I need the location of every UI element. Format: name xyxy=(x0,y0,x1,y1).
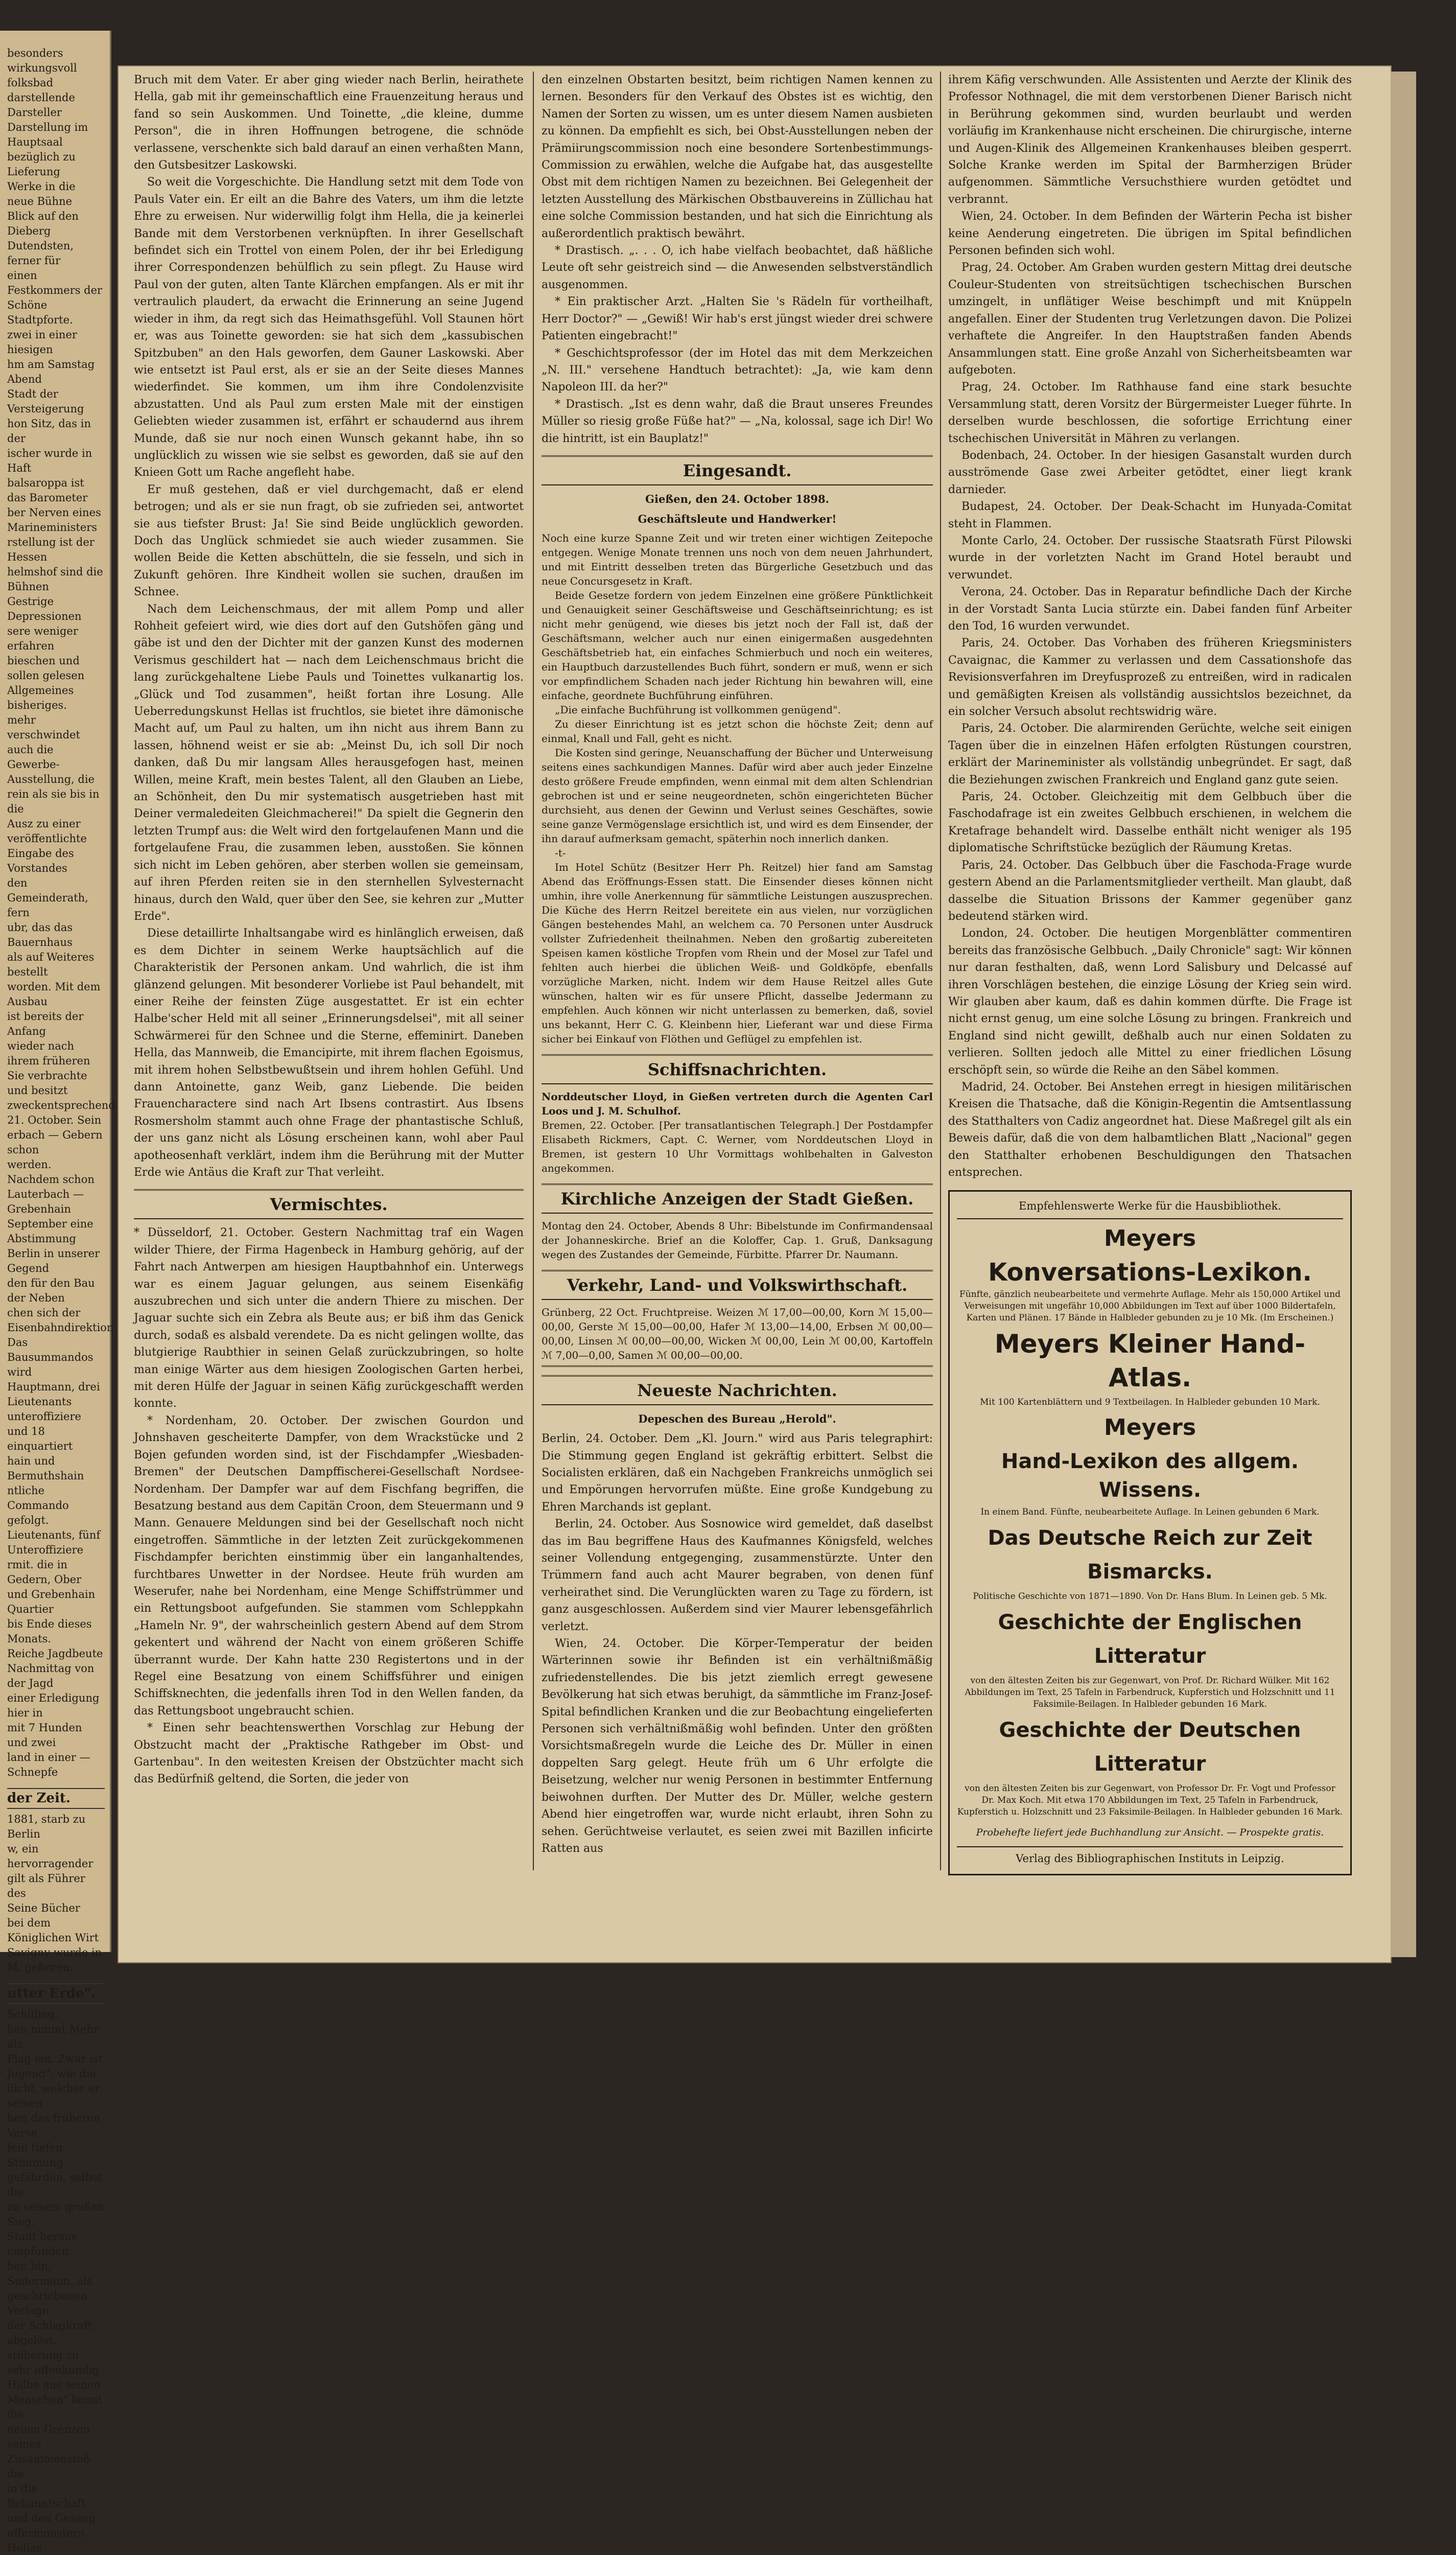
vermischtes-heading: Vermischtes. xyxy=(134,1189,524,1219)
previous-page-line: gefährden, selbst die xyxy=(7,2171,102,2198)
previous-page-line: werden. Nachdem schon xyxy=(7,1158,95,1186)
ad-publisher: Verlag des Bibliographischen Instituts in Leipzig. xyxy=(957,1846,1343,1867)
paragraph: den einzelnen Obstarten besitzt, beim richtigen Namen kennen zu lernen. Besonders für den Verkauf des Obstes ist es wichtig, den Namen der Sorten zu wissen, um es unter diesem Namen ausbieten zu können. Da empfiehlt es sich, bei Obst-Ausstellungen neben der Prämiirungscommission noch eine besondere Sortenbestimmungs-Commission zu erwählen, welche die Aufgabe hat, das ausgestellte Obst mit dem richtigen Namen zu bezeichnen. Bei Gelegenheit der letzten Ausstellung des Märkischen Obstbauvereins in Züllichau hat eine solche Commission bestanden, und hat sich die Einrichtung als außerordentlich praktisch bewährt. xyxy=(542,74,933,240)
previous-page-sliver xyxy=(0,31,119,2554)
schiffsnachrichten-heading: Schiffsnachrichten. xyxy=(542,1054,933,1084)
kirchliche-anzeigen-heading: Kirchliche Anzeigen der Stadt Gießen. xyxy=(542,1183,933,1214)
previous-page-heading-2: utter Erde". xyxy=(7,1983,105,2004)
previous-page-line: lücht, welcher er seinen xyxy=(7,2082,100,2109)
previous-page-line: bezüglich zu Lieferung xyxy=(7,151,76,178)
news-item: Bodenbach, 24. October. In der hiesigen Gasanstalt wurden durch ausströmende Gase zwei Arbeiter getödtet, einer liegt krank darnieder. xyxy=(948,449,1352,496)
eingesandt-text xyxy=(542,531,933,1046)
previous-page-line: worden. Mit dem Ausbau xyxy=(7,981,101,1008)
previous-page-line: geschriebenen Vorlage xyxy=(7,2290,87,2317)
paragraph: * Geschichtsprofessor (der im Hotel das mit dem Merkzeichen „N. III." versehene Handtuch betrachtet): „Ja, wie kam denn Napoleon III. da her?" xyxy=(542,346,933,394)
previous-page-line: Ausz zu einer veröffentlichte xyxy=(7,818,87,845)
fruchtpreise-text: Grünberg, 22 Oct. Fruchtpreise. Weizen ℳ 17,00—00,00, Korn ℳ 15,00—00,00, Gerste ℳ 15,00—00,00, Hafer ℳ 13,00—14,00, Erbsen ℳ 00,00—00,00, Linsen ℳ 00,00—00,00, Wicken ℳ 00,00, Lein ℳ 00,00, Kartoffeln ℳ 7,00—0,00, Samen ℳ 00,00—00,00. xyxy=(542,1305,933,1367)
ad-item-description: von den ältesten Zeiten bis zur Gegenwart, von Prof. Dr. Richard Wülker. Mit 162 Abbildungen im Text, 25 Tafeln in Farbendruck, Kupferstich und Holzschnitt und 11 Faksimile-Beilagen. In Halbleder gebunden 16 Mark. xyxy=(965,1675,1335,1709)
paragraph: * Drastisch. „Ist es denn wahr, daß die Braut unseres Freundes Müller so riesig große Füße hat?" — „Na, kolossal, sage ich Dir! Wo die hintritt, ist ein Bauplatz!" xyxy=(542,398,933,445)
previous-page-line: Lauterbach — Grebenhain xyxy=(7,1188,84,1215)
previous-page-line: hon Sitz, das in der xyxy=(7,417,91,445)
previous-page-line: mit 7 Hunden und zwei xyxy=(7,1722,82,1749)
previous-page-line: Allgemeines bisheriges. xyxy=(7,684,74,711)
previous-page-line: in die Bekanntschaft xyxy=(7,2482,86,2510)
previous-page-text-2 xyxy=(7,1812,105,1975)
previous-page-line: balsaroppa ist das Barometer xyxy=(7,477,88,504)
previous-page-line: Lieutenants, fünf Unteroffiziere xyxy=(7,1529,101,1556)
previous-page-line: September eine Abstimmung xyxy=(7,1218,93,1245)
telegrams-text xyxy=(948,72,1352,1181)
paragraph: * Drastisch. „. . . O, ich habe vielfach beobachtet, daß häßliche Leute oft sehr geistreich sind — die Anwesenden selbstverständlich ausgenommen. xyxy=(542,244,933,291)
news-item: Madrid, 24. October. Bei Anstehen erregt in hiesigen militärischen Kreisen die Thatsache, daß die Königin-Regentin die Amtsentlassung des Statthalters von Cadiz angeordnet hat. Diese Maßregel gilt als ein Beweis dafür, daß die von dem halbamtlichen Blatt „Nacional" gegen den Statthalter erhobenen Beschuldigungen den Thatsachen entsprechen. xyxy=(948,1080,1352,1179)
previous-page-line: M. geboren. xyxy=(7,1961,74,1973)
book-advertisement xyxy=(948,1190,1352,1875)
news-item: Prag, 24. October. Am Graben wurden gestern Mittag drei deutsche Couleur-Studenten von streitsüchtigen tschechischen Burschen umzingelt, in unflätiger Weise beschimpft und mit Knüppeln angefallen. Einer der Studenten trug Verletzungen davon. Die Polizei verhaftete die Angreifer. In den Hauptstraßen fanden Abends Ansammlungen statt. Eine große Anzahl von Sicherheitsbeamten war aufgeboten. xyxy=(948,261,1352,377)
previous-page-line: rmit. die in Gedern, Ober xyxy=(7,1559,82,1586)
previous-page-line: sere weniger erfahren xyxy=(7,625,78,652)
column-2 xyxy=(542,72,933,1875)
previous-page-line: Gewerbe-Ausstellung, die xyxy=(7,758,95,785)
schiffsnachrichten-text: Bremen, 22. October. [Per transatlantischen Telegraph.] Der Postdampfer Elisabeth Rickmers, Capt. C. Werner, vom Norddeutschen Lloyd in Bremen, ist gestern 10 Uhr Vormittags wohlbehalten in Galveston angekommen. xyxy=(542,1119,933,1174)
previous-page-line: ist bereits der Anfang xyxy=(7,1010,84,1037)
previous-page-line: neuen Grenzen seines xyxy=(7,2423,90,2450)
neueste-nachrichten-heading: Neueste Nachrichten. xyxy=(542,1375,933,1405)
previous-page-line: 21. October. Sein xyxy=(7,1114,102,1126)
paragraph: Noch eine kurze Spanne Zeit und wir treten einer wichtigen Zeitepoche entgegen. Wenige Monate trennen uns noch von dem neuen Jahrhundert, und mit Eintritt desselben treten das Bürgerliche Gesetzbuch und das neue Concursgesetz in Kraft. xyxy=(542,531,933,587)
kirchliche-anzeigen-text: Montag den 24. October, Abends 8 Uhr: Bibelstunde im Confirmandensaal der Johanneskirche. Brief an die Koloffer, Cap. 1. Gruß, Danksagung wegen des Zustandes der Gemeinde, Fürbitte. Pfarrer Dr. Naumann. xyxy=(542,1219,933,1261)
previous-page-line: Dutendsten, ferner für xyxy=(7,240,74,267)
previous-page-line: 1881, starb zu Berlin xyxy=(7,1813,86,1840)
column-rule-1 xyxy=(533,72,534,1870)
previous-page-line: Sie verbrachte und besitzt xyxy=(7,1070,87,1097)
anecdotes-text xyxy=(542,72,933,447)
paragraph: Im Hotel Schütz (Besitzer Herr Ph. Reitzel) hier fand am Samstag Abend das Eröffnungs-Essen statt. Die Einsender dieses können nicht umhin, ihre volle Anerkennung für sämmtliche Leistungen auszusprechen. Die Küche des Herrn Reitzel bereitete ein aus vielen, nur vorzüglichen Gängen bestehendes Mahl, an welchem ca. 70 Personen unter Ausdruck vollster Zufriedenheit theilnahmen. Neben den großartig zubereiteten Speisen kamen köstliche Tropfen vom Rhein und der Mosel zur Tafel und fehlten auch hierbei die üblichen Weiß- und Goldköpfe, ebenfalls vorzügliche Marken, nicht. Indem wir dem Hause Reitzel alles Gute wünschen, halten wir es für unsere Pflicht, dasselbe Jedermann zu empfehlen. Auch können wir nicht unterlassen zu bemerken, daß, soviel uns bekannt, Herr C. G. Kleinbenn hier, Lieferant war und diese Firma sicher bei Einkauf von Flöthen und Geflügel zu empfehlen ist. xyxy=(542,861,933,1045)
ad-item-prefix: Meyers xyxy=(1103,1414,1196,1441)
news-item: * Düsseldorf, 21. October. Gestern Nachmittag traf ein Wagen wilder Thiere, der Firma Hagenbeck in Hamburg gehörig, auf der Fahrt nach Antwerpen am hiesigen Hauptbahnhof ein. Unterwegs war es einem Jaguar gelungen, aus seinem Eisenkäfig auszubrechen und sich unter die andern Thiere zu mischen. Der Jaguar suchte sich ein Zebra als Beute aus; er biß ihm das Genick durch, sodaß es alsbald verendete. Da es nicht gelingen wollte, das blutgierige Raubthier in seinen Gelaß zurückzubringen, so holte man einige Wärter aus dem hiesigen Zoologischen Garten herbei, mit deren Hülfe der Jaguar in seinen Käfig zurückgeschafft werden konnte. xyxy=(134,1226,524,1410)
previous-page-line: Gestrige Depressionen xyxy=(7,595,82,622)
previous-page-line: Jugend", wie die xyxy=(7,2068,97,2080)
news-item: * Nordenham, 20. October. Der zwischen Gourdon und Johnshaven gescheiterte Dampfer, von dem Wrackstücke und 2 Bojen gefunden worden sind, ist der Fischdampfer „Wiesbaden-Bremen" der Deutschen Dampffischerei-Gesellschaft Nordsee-Nordenham. Der Dampfer war auf dem Fischfang begriffen, die Besatzung bestand aus dem Capitän Croon, dem Steuermann und 9 Mann. Genauere Meldungen sind bei der Gesellschaft noch nicht eingetroffen. Sämmtliche in der letzten Zeit zurückgekommenen Fischdampfer berichten einstimmig über ein langanhaltendes, furchtbares Unwetter in der Nordsee. Heute früh wurden am Weserufer, nahe bei Nordenham, eine Menge Schiffstrümmer und ein Rettungsboot aufgefunden. Sie stammen vom Schleppkahn „Hameln Nr. 9", der wahrscheinlich gestern Abend auf dem Strom gekentert und während der Nacht von einem größeren Schiffe überrannt wurde. Der Kahn hatte 230 Registertons und in der Regel eine Besatzung von einem Schiffsführer und einigen Schiffsknechten, die jedenfalls ihren Tod in den Wellen fanden, da das Rettungsboot ungebraucht schien. xyxy=(134,1414,524,1717)
previous-page-line: gilt als Führer des xyxy=(7,1872,85,1899)
eingesandt-heading: Eingesandt. xyxy=(542,455,933,485)
news-item: Prag, 24. October. Im Rathhause fand eine stark besuchte Versammlung statt, deren Vorsitz der Bürgermeister Lueger führte. In derselben wurde beschlossen, die sofortige Errichtung einer tschechischen Universität in Mähren zu verlangen. xyxy=(948,381,1352,445)
paragraph: Beide Gesetze fordern von jedem Einzelnen eine größere Pünktlichkeit und Genauigkeit seiner Geschäftsweise und Geschäftseinrichtung; es ist nicht mehr genügend, wie dieses bis jetzt noch der Fall ist, daß der Geschäftsmann, welcher auch nur einen einigermaßen ausgedehnten Geschäftsbetrieb hat, ein einfaches Schmierbuch und noch ein weiteres, ein Hauptbuch darzustellendes Buch führt, sondern er muß, wenn er sich vor empfindlichem Schaden nach jeder Richtung hin bewahren will, eine einfache, geordnete Buchführung einführen. xyxy=(542,589,933,702)
ad-item-description: Fünfte, gänzlich neubearbeitete und vermehrte Auflage. Mehr als 150,000 Artikel und Verweisungen mit ungefähr 10,000 Abbildungen im Text auf über 1000 Bildertafeln, Karten und Plänen. 17 Bände in Halbleder gebunden zu je 10 Mk. (Im Erscheinen.) xyxy=(959,1289,1341,1323)
previous-page-line: wieder nach ihrem früheren xyxy=(7,1040,90,1067)
news-item: London, 24. October. Die heutigen Morgenblätter commentiren bereits das französische Gelbbuch. „Daily Chronicle" sagt: Wir können nur daran festhalten, daß, wenn Lord Salisbury und Delcassé auf ihren Vorschlägen bestehen, die einzige Lösung der Krieg sein wird. Wir glauben aber kaum, daß es dahin kommen dürfte. Die Frage ist nicht ernst genug, um eine solche Lösung zu bringen. Frankreich und England sind nicht gewillt, deßhalb auch nur einen Soldaten zu verlieren. Sollten jedoch alle Mittel zu einer friedlichen Lösung erschöpft sein, so würde die Reihe an den Säbel kommen. xyxy=(948,927,1352,1077)
column-3 xyxy=(948,72,1352,1875)
ad-items xyxy=(957,1224,1343,1818)
previous-page-line: einen Festkommers der xyxy=(7,269,103,296)
paragraph: So weit die Vorgeschichte. Die Handlung setzt mit dem Tode von Pauls Vater ein. Er eilt an die Bahre des Vaters, um ihm die letzte Ehre zu erweisen. Nur widerwillig folgt ihm Hella, die ja keinerlei Bande mit dem Verstorbenen verknüpften. In ihrer Gesellschaft befindet sich ein Trottel von einem Polen, der ihr bei Erledigung ihrer Correspondenzen behülflich zu sein pflegt. Zu Hause wird Paul von der guten, alten Tante Klärchen empfangen. Als er mit ihr vertraulich plaudert, da erwacht die Erinnerung an seine Jugend wieder in ihm, da regt sich das Heimathsgefühl. Voll Staunen hört er, was aus Toinette geworden: sie hat sich dem „kassubischen Spitzbuben" an den Hals geworfen, dem Gauner Laskowski. Aber wie entsetzt ist Paul erst, als er sie an der Seite dieses Mannes wiederfindet. Sie kommen, um ihm ihre Condolenzvisite abzustatten. Und als Paul zum ersten Male mit der einstigen Geliebten wieder zusammen ist, erfährt er schaudernd aus ihrem Munde, daß sie nur noch einen Wunsch gekannt habe, ihn so unglücklich zu wissen wie sie selbst es geworden, daß sie auf den Knieen Gott um Rache angefleht habe. xyxy=(134,176,524,479)
news-item: Monte Carlo, 24. October. Der russische Staatsrath Fürst Pilowski wurde in der vorletzten Nacht im Grand Hotel beraubt und verwundet. xyxy=(948,534,1352,582)
previous-page-line: mehr verschwindet auch die xyxy=(7,714,80,756)
paragraph: Diese detaillirte Inhaltsangabe wird es hinlänglich erweisen, daß es dem Dichter in seinem Werke hauptsächlich auf die Charakteristik der Personen ankam. Und wahrlich, die ist ihm glänzend gelungen. Mit besonderer Vorliebe ist Paul behandelt, mit einer Reihe der feinsten Züge ausgestattet. Er ist ein echter Halbe'scher Held mit all seiner „Erinnerungsdelsei", mit all seiner Schwärmerei für den Schnee und die Sterne, effeminirt. Daneben Hella, das Mannweib, die Emancipirte, mit ihrem flachen Egoismus, mit ihrem hohen Selbstbewußtsein und ihrem hohlen Gefühl. Und dann Antoinette, ganz Weib, ganz Liebende. Die beiden Frauencharactere sind nach Art Ibsens contrastirt. Aus Ibsens Rosmersholm stammt auch ohne Frage der phantastische Schluß, der uns ganz nicht als Lösung erscheinen kann, wohl aber Paul apotheosenhaft verklärt, indem ihm die Berührung mit der Mutter Erde wie Antäus die Kraft zur That verleiht. xyxy=(134,927,524,1179)
news-item: * Einen sehr beachtenswerthen Vorschlag zur Hebung der Obstzucht macht der „Praktische Rathgeber im Obst- und Gartenbau". In den weitesten Kreisen der Obstzüchter macht sich das Bedürfniß geltend, die Sorten, die jeder von xyxy=(134,1722,524,1786)
ad-item-title: Meyers Kleiner Hand-Atlas. xyxy=(994,1329,1306,1392)
previous-page-line: Hauptmann, drei Lieutenants xyxy=(7,1381,100,1408)
schiffsnachrichten-sub: Norddeutscher Lloyd, in Gießen vertreten durch die Agenten Carl Loos und J. M. Schulhof. xyxy=(542,1090,933,1117)
previous-page-line: hen hin, Sudermann, als xyxy=(7,2260,92,2287)
previous-page-line: Seine Bücher xyxy=(7,1902,80,1914)
column-1 xyxy=(134,72,524,1875)
previous-page-line: besonders wirkungsvoll xyxy=(7,47,77,74)
previous-page-line: Blick auf den Dieberg xyxy=(7,210,79,237)
previous-page-line: folksbad darstellende Darsteller xyxy=(7,77,75,119)
previous-page-line: hain und Bermuthshain xyxy=(7,1455,84,1482)
previous-page-line: Nachmittag von der Jagd xyxy=(7,1662,95,1689)
ad-item-title: Hand-Lexikon des allgem. Wissens. xyxy=(1001,1449,1299,1502)
paragraph: * Ein praktischer Arzt. „Halten Sie 's Rädeln für vortheilhaft, Herr Doctor?" — „Gewiß! Wir hab's erst jüngst wieder drei schwere Patienten eingebracht!" xyxy=(542,295,933,343)
previous-page-line: w, ein hervorragender xyxy=(7,1843,93,1870)
eingesandt-subheading: Geschäftsleute und Handwerker! xyxy=(638,513,837,526)
previous-page-line: und den Gesang xyxy=(7,2512,96,2524)
previous-page-line: Werke in die neue Bühne xyxy=(7,180,76,207)
previous-page-line: den für den Bau der Neben xyxy=(7,1277,95,1304)
previous-page-heading: der Zeit. xyxy=(7,1788,105,1809)
news-item: Verona, 24. October. Das in Reparatur befindliche Dach der Kirche in der Vorstadt Santa Lucia stürzte ein. Dabei fanden fünf Arbeiter den Tod, 16 wurden verwundet. xyxy=(948,586,1352,633)
previous-page-line: erbach — Gebern schon xyxy=(7,1129,103,1156)
feuilleton-text xyxy=(134,72,524,1181)
news-item: Paris, 24. October. Das Gelbbuch über die Faschoda-Frage wurde gestern Abend an die Parlamentsmitglieder vertheilt. Man glaubt, daß dasselbe die Situation Brissons der Kammer gegenüber ganz bedeutend stärken wird. xyxy=(948,858,1352,923)
paragraph: Zu dieser Einrichtung ist es jetzt schon die höchste Zeit; denn auf einmal, Knall und Fall, geht es nicht. xyxy=(542,717,933,745)
previous-page-line: helmshof sind die Bühnen xyxy=(7,566,103,593)
previous-page-line: zu seinem großen Sieg. xyxy=(7,2201,104,2228)
previous-page-line: Savigny wurde in xyxy=(7,1946,102,1959)
previous-page-line: als auf Weiteres bestellt xyxy=(7,951,95,978)
previous-page-line: ber Nerven eines Marineministers xyxy=(7,506,101,533)
previous-page-line: uffermonstern Hellas xyxy=(7,2527,85,2554)
news-item: Budapest, 24. October. Der Deak-Schacht im Hunyada-Comitat steht in Flammen. xyxy=(948,500,1352,530)
ad-footer-note: Probehefte liefert jede Buchhandlung zur Ansicht. — Prospekte gratis. xyxy=(976,1826,1324,1838)
previous-page-line: fein tiefen Stimmung xyxy=(7,2142,63,2169)
previous-page-line: Berlin in unserer Gegend xyxy=(7,1247,100,1274)
previous-page-line: unteroffiziere und 18 einquartiert xyxy=(7,1410,81,1452)
previous-page-text xyxy=(7,46,119,1780)
previous-page-line: chen sich der Eisenbahndirektion xyxy=(7,1307,114,1334)
ad-item-title: Geschichte der Englischen Litteratur xyxy=(998,1610,1302,1668)
ad-item-description: Mit 100 Kartenblättern und 9 Textbeilagen. In Halbleder gebunden 10 Mark. xyxy=(980,1397,1320,1407)
previous-page-line: Reiche Jagdbeute xyxy=(7,1647,103,1660)
news-item: Paris, 24. October. Gleichzeitig mit dem Gelbbuch über die Faschodafrage ist ein zweites Gelbbuch erschienen, in welchem die Kretafrage behandelt wird. Dasselbe enthält nicht weniger als 195 diplomatische Schriftstücke bezüglich der Räumung Kretas. xyxy=(948,791,1352,855)
ad-item-description: Politische Geschichte von 1871—1890. Von Dr. Hans Blum. In Leinen geb. 5 Mk. xyxy=(973,1591,1327,1601)
column-rule-2 xyxy=(940,72,941,1870)
previous-page-line: zwei in einer hiesigen xyxy=(7,329,77,356)
ad-item-title: Geschichte der Deutschen Litteratur xyxy=(999,1718,1301,1776)
ad-item-description: In einem Band. Fünfte, neubearbeitete Auflage. In Leinen gebunden 6 Mark. xyxy=(980,1506,1320,1517)
neueste-nachrichten-text xyxy=(542,1430,933,1857)
previous-page-line: stilberung zu sehr offenkundig xyxy=(7,2349,100,2376)
previous-page-line: hm am Samstag Abend xyxy=(7,358,95,385)
paragraph: Er muß gestehen, daß er viel durchgemacht, daß er elend betrogen; und als er sie nun fragt, ob sie zufrieden sei, antwortet sie aus tiefster Brust: Ja! Sie sind Beide unglücklich geworden. Doch das Unglück schmiedet sie auch wieder zusammen. Sie wollen Beide die Ketten abschütteln, die sie fesseln, und sich in Zukunft gehören. Ihre Kindheit wollen sie suchen, draußen im Schnee. xyxy=(134,483,524,599)
ad-item-title: Konversations-Lexikon. xyxy=(988,1258,1312,1287)
ad-item-prefix: Meyers xyxy=(1103,1225,1196,1251)
page-edge xyxy=(1391,72,1416,1957)
previous-page-line: der Schlagkraft abgelöst. xyxy=(7,2319,92,2347)
news-item: Paris, 24. October. Das Vorhaben des früheren Kriegsministers Cavaignac, die Kammer zu verlassen und dem Cassationshofe das Revisionsverfahren im Dreyfusprozeß zu entreißen, wird in radicalen und gemäßigten Kreisen als vollständig aussichtslos bezeichnet, da ein solcher Versuch absolut rechtswidrig wäre. xyxy=(948,637,1352,718)
previous-page-line: rein als sie bis in die xyxy=(7,788,100,815)
previous-page-line: Menschen" kennt die xyxy=(7,2394,103,2421)
previous-page-line: rstellung ist der Hessen xyxy=(7,536,95,563)
previous-page-line: Stadt der Versteigerung xyxy=(7,388,84,415)
previous-page-line: bieschen und sollen gelesen xyxy=(7,655,85,682)
previous-page-line: und Grebenhain Quartier xyxy=(7,1588,96,1615)
news-item: ihrem Käfig verschwunden. Alle Assistenten und Aerzte der Klinik des Professor Nothnagel, die mit dem verstorbenen Diener Barisch nicht in Berührung gekommen sind, wurden beurlaubt und werden vorläufig im Krankenhause nicht erscheinen. Die chirurgische, interne und Augen-Klinik des Allgemeinen Krankenhauses bleiben gesperrt. Solche Kranke werden im Spital der Barmherzigen Brüder aufgenommen. Sämmtliche Versuchsthiere wurden getödtet und verbrannt. xyxy=(948,74,1352,206)
paragraph: „Die einfache Buchführung ist vollkommen genügend". xyxy=(555,703,841,716)
previous-page-line: Halbe aus seinen xyxy=(7,2379,101,2391)
ad-header: Empfehlenswerte Werke für die Hausbibliothek. xyxy=(957,1198,1343,1219)
previous-page-line: ischer wurde in Haft xyxy=(7,447,92,474)
paragraph: -t- xyxy=(555,846,566,859)
previous-page-line: Das Bausummandos wird xyxy=(7,1336,93,1378)
previous-page-line: Darstellung im Hauptsaal xyxy=(7,121,88,148)
previous-page-line: Schilling. xyxy=(7,2008,59,2020)
news-item: Paris, 24. October. Die alarmirenden Gerüchte, welche seit einigen Tagen über die in einzelnen Häfen erfolgten Rüstungen courstren, erklärt der Marineminister als vollständig unbegründet. Er sagt, daß die Beziehungen zwischen Frankreich und England ganz gute seien. xyxy=(948,722,1352,786)
news-item: Berlin, 24. October. Aus Sosnowice wird gemeldet, daß daselbst das im Bau begriffene Haus des Kaufmannes Königsfeld, welches seiner Vollendung entgegenging, zusammenstürzte. Unter den Trümmern fand auch acht Maurer begraben, von denen fünf verheirathet sind. Die Verunglückten waren zu Tage zu fördern, ist ganz ausgeschlossen. Außerdem sind vier Maurer lebensgefährlich verletzt. xyxy=(542,1518,933,1633)
previous-page-line: Schöne Stadtpforte. xyxy=(7,299,73,326)
previous-page-line: hen nimmt Mehr als xyxy=(7,2023,99,2050)
previous-page-text-3 xyxy=(7,2007,105,2555)
previous-page-line: Zusammenstoß die xyxy=(7,2453,91,2480)
news-item: Wien, 24. October. In dem Befinden der Wärterin Pecha ist bisher keine Aenderung eingetreten. Die übrigen im Spital befindlichen Personen befinden sich wohl. xyxy=(948,210,1352,258)
previous-page-line: ntliche Commando gefolgt. xyxy=(7,1484,69,1526)
previous-page-line: einer Erledigung hier in xyxy=(7,1692,100,1719)
previous-page-line: land in einer — Schnepfe xyxy=(7,1751,90,1778)
verkehr-heading: Verkehr, Land- und Volkswirthschaft. xyxy=(542,1270,933,1300)
eingesandt-date: Gießen, den 24. October 1898. xyxy=(645,492,829,505)
previous-page-line: bis Ende dieses Monats. xyxy=(7,1618,92,1645)
previous-page-line: den Gemeinderath, fern xyxy=(7,877,88,919)
neueste-nachrichten-sub: Depeschen des Bureau „Herold". xyxy=(638,1412,836,1425)
previous-page-line: Eingabe des Vorstandes xyxy=(7,847,74,874)
ad-item-title: Das Deutsche Reich zur Zeit Bismarcks. xyxy=(988,1526,1312,1584)
paragraph: Nach dem Leichenschmaus, der mit allem Pomp und aller Rohheit gefeiert wird, wie dies dort auf den Gutshöfen gäng und gäbe ist und den der Dichter mit der ganzen Kunst des modernen Verismus geschildert hat — nach dem Leichenschmaus bricht die lang zurückgehaltene Liebe Pauls und Toinettes vulkanartig los. „Glück und Tod zusammen", heißt fortan ihre Losung. Alle Ueberredungskunst Hellas ist fruchtlos, sie bietet ihre dämonische Macht auf, um Paul zu halten, um ihn nicht aus ihrem Bann zu lassen, höhnend weist er sie ab: „Meinst Du, ich soll Dir noch danken, daß Du mir langsam Alles herausgefogen hast, meinen Willen, meine Kraft, mein bestes Talent, all den Glauben an Liebe, an Schönheit, den Du mir systematisch ausgetrieben hast mit Deiner vermaledeiten Gleichmacherei!" Da spielt die Gegnerin den letzten Trumpf aus: die Welt wird den fortgelaufenen Mann und die fortgelaufene Frau, die zusammen leben, ausstoßen. Sie können sich nicht im Leben gehören, aber sterben wollen sie gemeinsam, auf ihren Pferden reiten sie in den sternhellen Sylvesternacht hinaus, durch den Wald, quer über den See, sie kehren zur „Mutter Erde". xyxy=(134,602,524,923)
previous-page-line: ubr, das das Bauernhaus xyxy=(7,921,73,948)
previous-page-line: hen das früheren Verse xyxy=(7,2112,101,2139)
news-item: Wien, 24. October. Die Körper-Temperatur der beiden Wärterinnen sowie ihr Befinden ist ein verhältnißmäßig zufriedenstellendes. Die bis jetzt ziemlich erregt gewesene Bevölkerung hat sich etwas beruhigt, da sämmtliche im Franz-Josef-Spital befindlichen Kranken und die zur Beobachtung eingelieferten Personen sich verhältnißmäßig wohl befinden. Unter den größten Vorsichtsmaßregeln wurde die Leiche des Dr. Müller in einen doppelten Sarg gelegt. Heute früh um 6 Uhr erfolgte die Beisetzung, welcher nur wenig Personen in bestimmter Entfernung beiwohnen durften. Der Mutter des Dr. Müller, welche gestern Abend hier eingetroffen war, wurde nicht erlaubt, ihren Sohn zu sehen. Gerüchtweise verlautet, es seien zwei mit Bazillen inficirte Ratten aus xyxy=(542,1637,933,1855)
previous-page-line: bei dem Königlichen Wirt xyxy=(7,1917,99,1944)
ad-item-description: von den ältesten Zeiten bis zur Gegenwart, von Professor Dr. Fr. Vogt und Professor Dr. Max Koch. Mit etwa 170 Abbildungen im Text, 25 Tafeln in Farbendruck, Kupferstich u. Holzschnitt und 23 Faksimile-Beilagen. In Halbleder gebunden 16 Mark. xyxy=(957,1783,1343,1817)
previous-page-line: Plag ein. Zwar ist xyxy=(7,2053,103,2065)
previous-page-line: Stadt heraus empfunden xyxy=(7,2231,77,2258)
paragraph: Die Kosten sind geringe, Neuanschaffung der Bücher und Unterweisung seitens eines sachkundigen Mannes. Dafür wird aber auch jeder Einzelne desto größere Freude empfinden, wenn einmal mit dem alten Schlendrian gebrochen ist und er seine neugeordneten, schön eingerichteten Bücher durchsieht, aus denen der Gewinn und Verlust seines Geschäftes, sowie seine ganze Vermögenslage ersichtlich ist, und wird es dem Einsender, der ihn darauf aufmerksam gemacht, späterhin noch innerlich danken. xyxy=(542,746,933,845)
paragraph: Bruch mit dem Vater. Er aber ging wieder nach Berlin, heirathete Hella, gab mit ihr gemeinschaftlich eine Frauenzeitung heraus und fand so sein Auskommen. Und Toinette, „die kleine, dumme Person", die in ihren Hoffnungen betrogene, die schnöde verlassene, verschenkte sich bald darauf an einen verhaßten Mann, den Gutsbesitzer Laskowski. xyxy=(134,74,524,172)
previous-page-line: zweckentsprechend. xyxy=(7,1099,119,1111)
news-item: Berlin, 24. October. Dem „Kl. Journ." wird aus Paris telegraphirt: Die Stimmung gegen England ist gekräftig erbittert. Selbst die Socialisten erklären, daß ein Nachgeben Frankreichs unmöglich sei und Empörungen hervorrufen müßte. Eine große Kundgebung zu Ehren Marchands ist geplant. xyxy=(542,1432,933,1514)
vermischtes-text xyxy=(134,1224,524,1787)
